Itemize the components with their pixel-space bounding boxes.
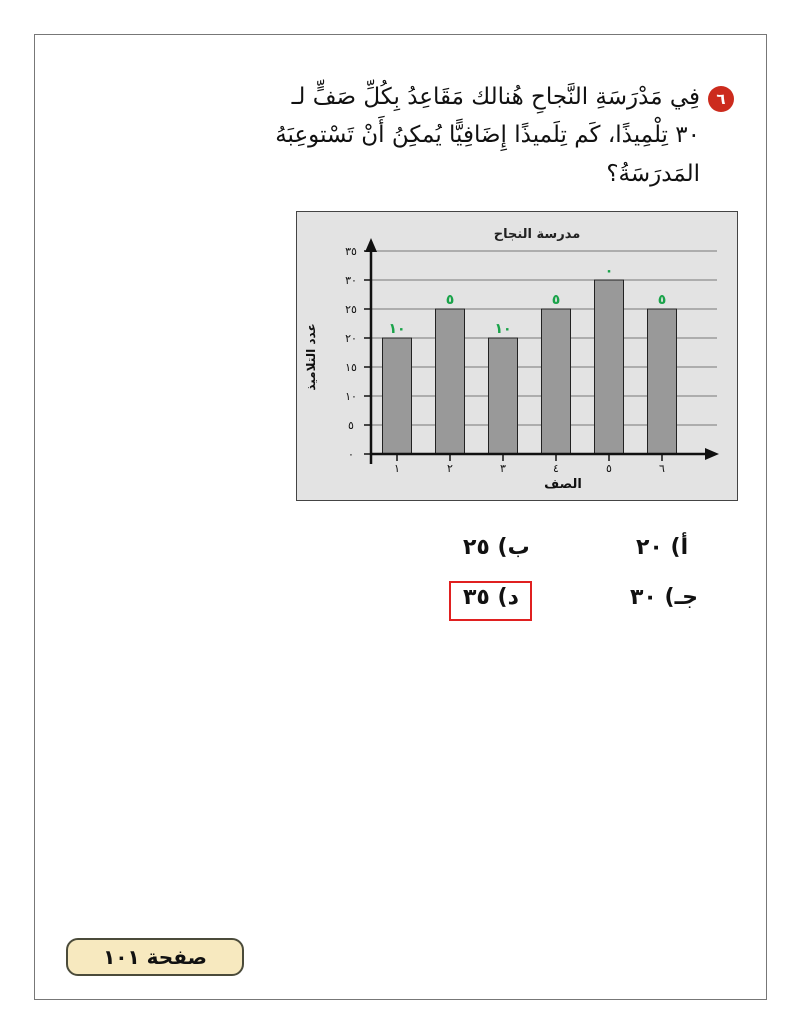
question-text-line-1: فِي مَدْرَسَةِ النَّجاحِ هُنالك مَقَاعِدُ بِكُلِّ صَفٍّ لـ: [291, 84, 700, 110]
y-axis-arrow: [365, 238, 377, 252]
x-tick-label: ٦: [659, 462, 665, 475]
page-number-label: صفحة ١٠١: [103, 945, 207, 969]
y-axis-label: عدد التلاميذ: [304, 323, 318, 391]
y-tick-label: ٣٥: [345, 245, 357, 258]
bar-data-label: ١٠: [494, 321, 512, 337]
bar-chart: [296, 211, 738, 501]
bar: [383, 338, 412, 454]
question-text-line-3: المَدرَسَةُ؟: [606, 161, 700, 187]
y-tick-label: ٣٠: [345, 274, 357, 287]
bar: [489, 338, 518, 454]
bar-chart-svg: [297, 212, 739, 502]
option-d[interactable]: د) ٣٥: [463, 585, 519, 610]
y-tick-label: ٢٥: [345, 303, 357, 316]
x-tick-label: ١: [394, 462, 400, 475]
option-a[interactable]: أ) ٢٠: [636, 535, 689, 560]
y-tick-label: ٢٠: [345, 332, 357, 345]
option-c[interactable]: جـ) ٣٠: [630, 585, 698, 610]
question-text-line-2: ٣٠ تِلْمِيذًا، كَم تِلَميذًا إِضَافِيًّا يُمكِنُ أَنْ تَسْتوعِبَهُ: [275, 122, 700, 148]
bar-data-label: ٥: [657, 292, 667, 308]
x-tick-label: ٤: [553, 462, 559, 475]
bar-data-label: ٥: [445, 292, 455, 308]
x-axis-label: الصف: [544, 477, 582, 492]
bar: [595, 280, 624, 454]
answer-highlight-box: [449, 581, 532, 621]
bar: [542, 309, 571, 454]
y-tick-label: ١٠: [345, 390, 357, 403]
y-tick-label: ٠: [348, 448, 354, 461]
y-tick-label: ٥: [348, 419, 354, 432]
y-tick-label: ١٥: [345, 361, 357, 374]
page-number-badge: [66, 938, 244, 976]
x-axis-arrow: [705, 448, 719, 460]
bar: [648, 309, 677, 454]
x-tick-label: ٥: [606, 462, 612, 475]
bar: [436, 309, 465, 454]
question-number-badge: ٦: [708, 86, 734, 112]
x-tick-label: ٢: [447, 462, 453, 475]
bar-data-label: ٠: [604, 263, 614, 279]
bar-data-label: ١٠: [388, 321, 406, 337]
bar-data-label: ٥: [551, 292, 561, 308]
option-b[interactable]: ب) ٢٥: [463, 535, 530, 560]
x-tick-label: ٣: [500, 462, 506, 475]
chart-title: مدرسة النجاح: [493, 227, 581, 242]
